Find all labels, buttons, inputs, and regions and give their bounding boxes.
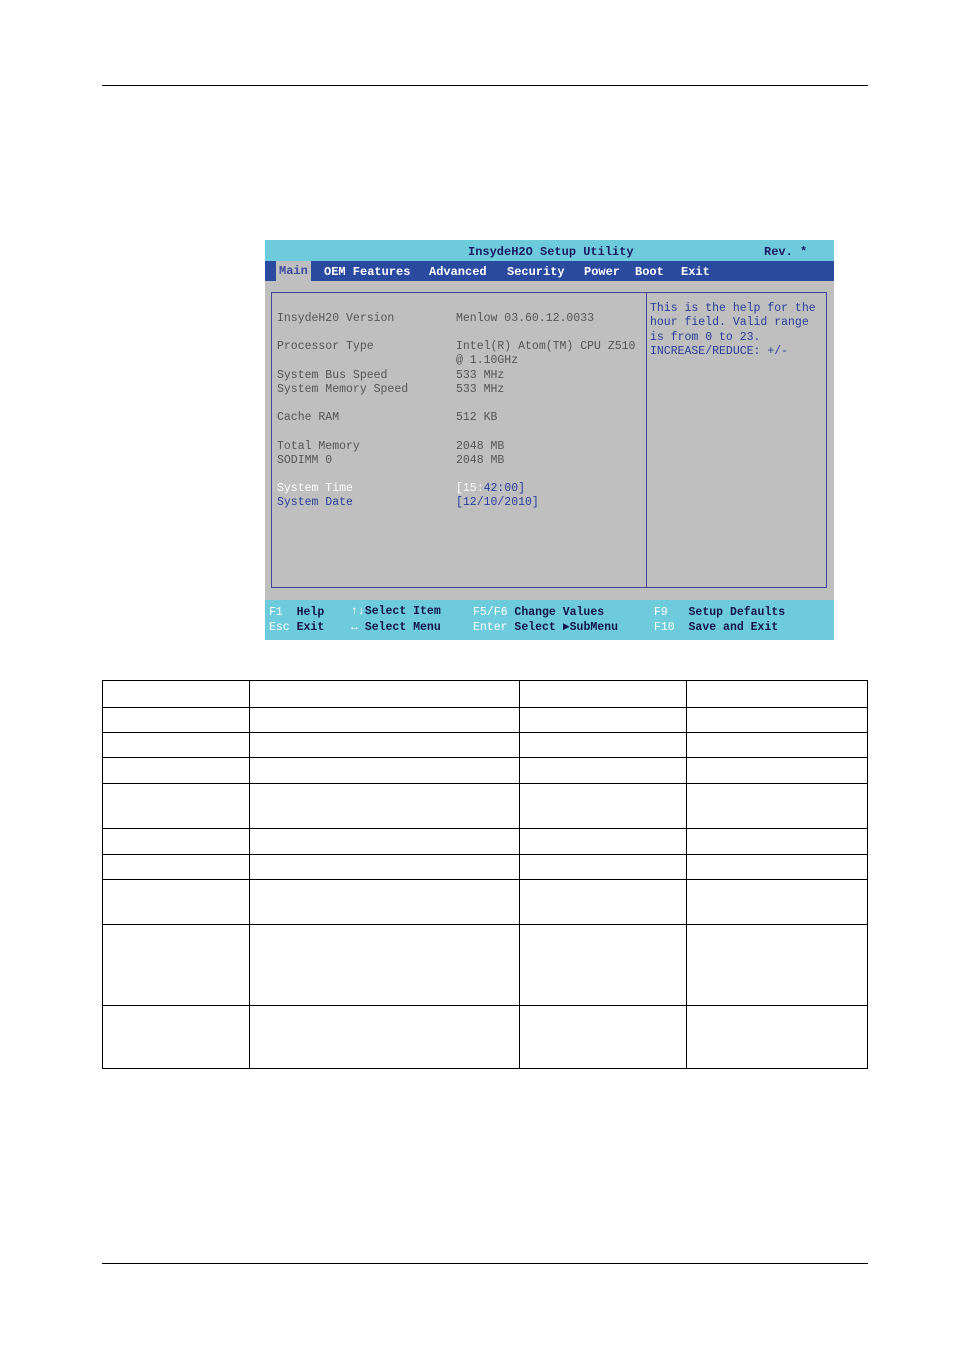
f10-desc: Save and Exit [688,621,779,634]
change-values-desc: Change Values [514,606,605,619]
header-rule [102,85,868,86]
value-processor-type: Intel(R) Atom(TM) CPU Z510 [456,340,636,353]
value-total-memory: 2048 MB [456,440,505,453]
esc-key: Esc [269,621,290,634]
help-line: is from 0 to 23. [650,330,761,344]
menu-power[interactable]: Power [584,265,621,279]
menu-security[interactable]: Security [507,265,565,279]
enter-desc: Select [514,621,556,634]
panel-divider [646,293,647,587]
label-system-date[interactable]: System Date [277,496,353,509]
value-cache-ram: 512 KB [456,411,498,424]
label-system-bus-speed: System Bus Speed [277,369,388,382]
label-total-memory: Total Memory [277,440,360,453]
value-system-memory-speed: 533 MHz [456,383,505,396]
footer-f9 [654,606,785,619]
f1-desc: Help [296,606,325,619]
value-system-bus-speed: 533 MHz [456,369,505,382]
help-line: This is the help for the [650,302,816,315]
table-row-divider [103,924,867,925]
bios-footer [265,600,834,640]
label-system-memory-speed: System Memory Speed [277,383,409,396]
label-insydeh20-version: InsydeH20 Version [277,312,395,325]
table-row-divider [103,1005,867,1006]
f1-key: F1 [269,606,283,619]
value-sodimm-0: 2048 MB [456,454,505,467]
help-line: INCREASE/REDUCE: +/- [650,344,789,358]
value-system-date[interactable]: [12/10/2010] [456,496,539,509]
time-rest[interactable]: 42:00] [483,482,526,495]
footer-enter [473,621,618,634]
bios-title: InsydeH2O Setup Utility [468,245,634,259]
footer-esc [269,621,324,634]
menu-main[interactable]: Main [276,261,311,281]
menu-boot[interactable]: Boot [635,265,664,279]
label-system-time[interactable]: System Time [277,482,353,495]
bios-setup-screenshot [265,240,834,640]
footer-select-item [351,605,441,618]
time-hour-field[interactable]: [15 [456,482,477,495]
time-separator: : [476,482,484,495]
value-insydeh20-version: Menlow 03.60.12.0033 [456,312,595,325]
help-text [650,302,830,359]
footer-f5f6 [473,606,604,619]
table-row-divider [103,854,867,855]
f10-key: F10 [654,621,675,634]
submenu-arrow-icon: ► [562,621,570,634]
footer-rule [102,1263,868,1264]
footer-f10 [654,621,778,634]
f9-key: F9 [654,606,668,619]
label-cache-ram: Cache RAM [277,411,340,424]
menu-advanced[interactable]: Advanced [429,265,487,279]
settings-table [102,680,868,1069]
bios-rev: Rev. * [764,245,808,259]
label-processor-type: Processor Type [277,340,374,353]
footer-select-menu [351,621,441,634]
value-processor-speed: @ 1.10GHz [456,354,519,367]
table-row-divider [103,879,867,880]
left-right-arrows-icon: ↔ [351,621,358,634]
select-item-desc: Select Item [364,605,441,618]
select-menu-desc: Select Menu [364,621,441,634]
table-row-divider [103,757,867,758]
up-down-arrows-icon: ↑↓ [351,605,365,618]
enter-key: Enter [473,621,508,634]
table-row-divider [103,732,867,733]
f9-desc: Setup Defaults [688,606,786,619]
table-col-divider [686,681,687,1068]
value-system-time[interactable] [456,482,525,495]
help-line: hour field. Valid range [650,316,809,330]
label-sodimm-0: SODIMM 0 [277,454,333,467]
bios-menu-bar [265,261,834,281]
bios-title-bar [265,240,834,261]
table-row-divider [103,707,867,708]
esc-desc: Exit [296,621,325,634]
table-col-divider [519,681,520,1068]
table-col-divider [249,681,250,1068]
menu-exit[interactable]: Exit [681,265,710,279]
footer-f1 [269,606,324,619]
f5f6-key: F5/F6 [473,606,508,619]
menu-oem-features[interactable]: OEM Features [324,265,411,279]
table-row-divider [103,783,867,784]
submenu-desc: SubMenu [569,621,618,634]
table-row-divider [103,828,867,829]
